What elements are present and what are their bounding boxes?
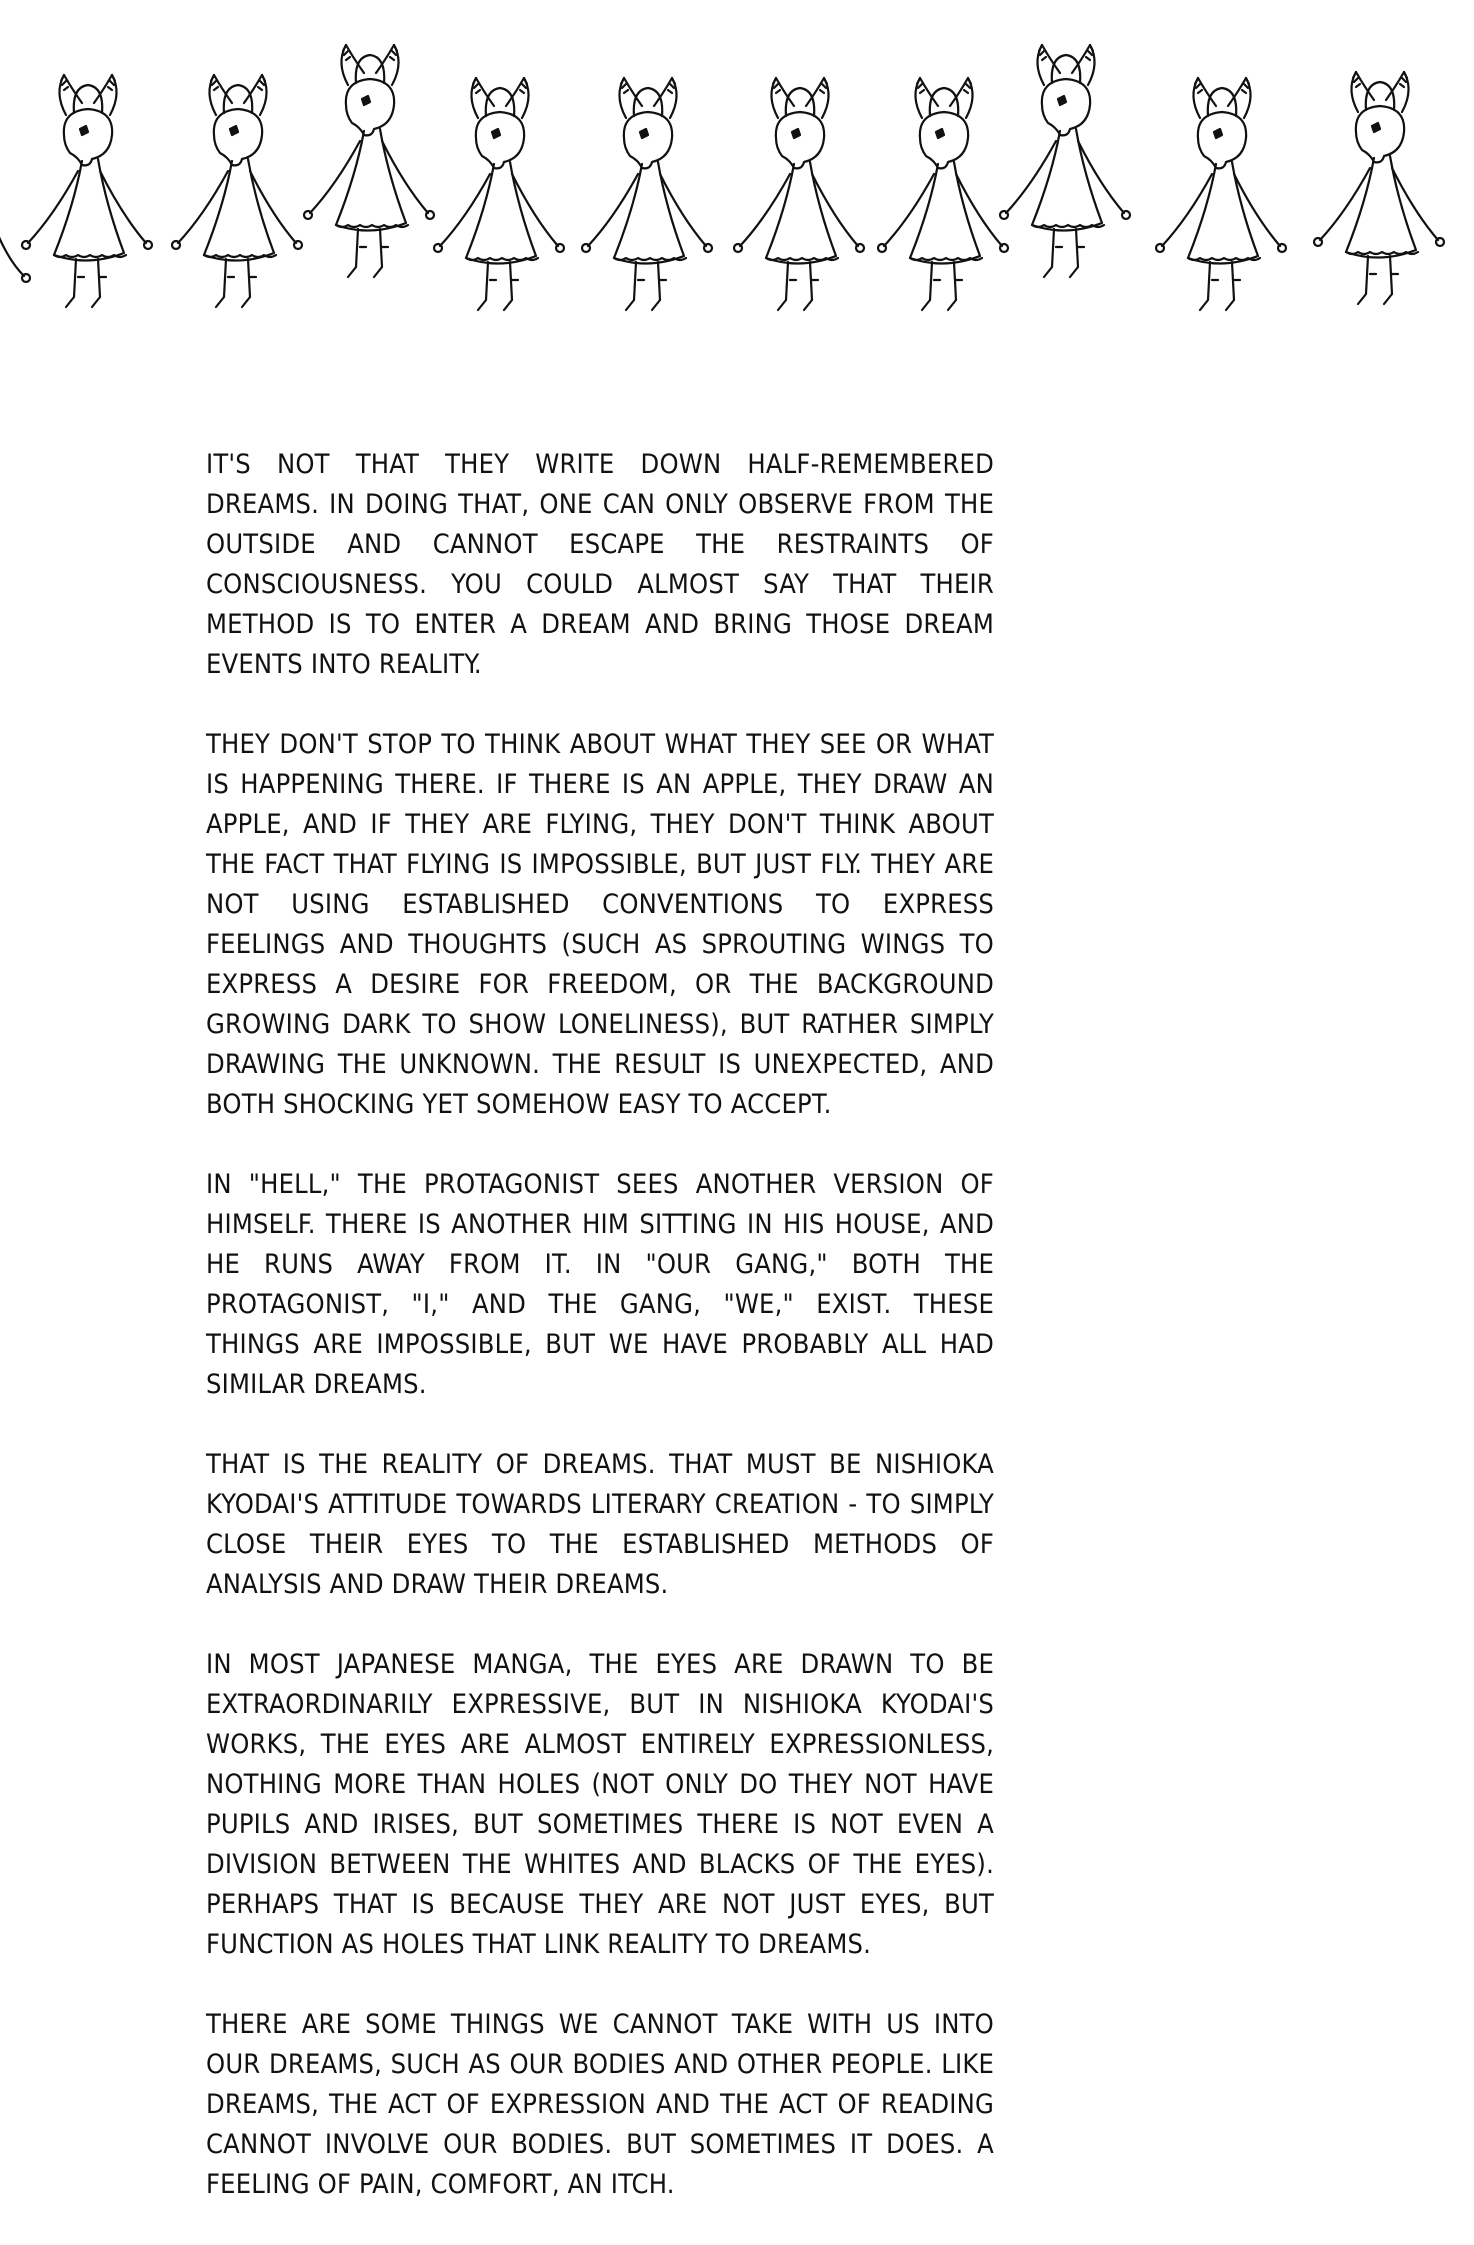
paragraph: THERE ARE SOME THINGS WE CANNOT TAKE WITH US INTO OUR DREAMS, SUCH AS OUR BODIES AND OTHER PEOPLE. LIKE DREAMS, THE ACT OF EXPRESSION AND THE ACT OF READING CANNOT INVOLVE OUR BODIES. BUT SOMETIMES IT DOES. A FEELING OF PAIN, COMFORT, AN ITCH.: [206, 2009, 994, 2200]
paragraph: IT'S NOT THAT THEY WRITE DOWN HALF-REMEMBERED DREAMS. IN DOING THAT, ONE CAN ONLY OBSERVE FROM THE OUTSIDE AND CANNOT ESCAPE THE RESTRAINTS OF CONSCIOUSNESS. YOU COULD ALMOST SAY THAT THEIR METHOD IS TO ENTER A DREAM AND BRING THOSE DREAM EVENTS INTO REALITY.: [206, 449, 994, 680]
paragraph: IN "HELL," THE PROTAGONIST SEES ANOTHER VERSION OF HIMSELF. THERE IS ANOTHER HIM SITTING IN HIS HOUSE, AND HE RUNS AWAY FROM IT. IN "OUR GANG," BOTH THE PROTAGONIST, "I," AND THE GANG, "WE," EXIST. THESE THINGS ARE IMPOSSIBLE, BUT WE HAVE PROBABLY ALL HAD SIMILAR DREAMS.: [206, 1169, 994, 1400]
article-body: [206, 445, 994, 2245]
header-illustration: [0, 40, 1474, 340]
paragraph: THAT IS THE REALITY OF DREAMS. THAT MUST BE NISHIOKA KYODAI'S ATTITUDE TOWARDS LITERARY CREATION - TO SIMPLY CLOSE THEIR EYES TO THE ESTABLISHED METHODS OF ANALYSIS AND DRAW THEIR DREAMS.: [206, 1449, 994, 1600]
paragraph: IN MOST JAPANESE MANGA, THE EYES ARE DRAWN TO BE EXTRAORDINARILY EXPRESSIVE, BUT IN NISHIOKA KYODAI'S WORKS, THE EYES ARE ALMOST ENTIRELY EXPRESSIONLESS, NOTHING MORE THAN HOLES (NOT ONLY DO THEY NOT HAVE PUPILS AND IRISES, BUT SOMETIMES THERE IS NOT EVEN A DIVISION BETWEEN THE WHITES AND BLACKS OF THE EYES). PERHAPS THAT IS BECAUSE THEY ARE NOT JUST EYES, BUT FUNCTION AS HOLES THAT LINK REALITY TO DREAMS.: [206, 1649, 994, 1960]
paragraph: THEY DON'T STOP TO THINK ABOUT WHAT THEY SEE OR WHAT IS HAPPENING THERE. IF THERE IS AN APPLE, THEY DRAW AN APPLE, AND IF THEY ARE FLYING, THEY DON'T THINK ABOUT THE FACT THAT FLYING IS IMPOSSIBLE, BUT JUST FLY. THEY ARE NOT USING ESTABLISHED CONVENTIONS TO EXPRESS FEELINGS AND THOUGHTS (SUCH AS SPROUTING WINGS TO EXPRESS A DESIRE FOR FREEDOM, OR THE BACKGROUND GROWING DARK TO SHOW LONELINESS), BUT RATHER SIMPLY DRAWING THE UNKNOWN. THE RESULT IS UNEXPECTED, AND BOTH SHOCKING YET SOMEHOW EASY TO ACCEPT.: [206, 729, 994, 1120]
horned-figures-frieze: [0, 40, 1474, 340]
